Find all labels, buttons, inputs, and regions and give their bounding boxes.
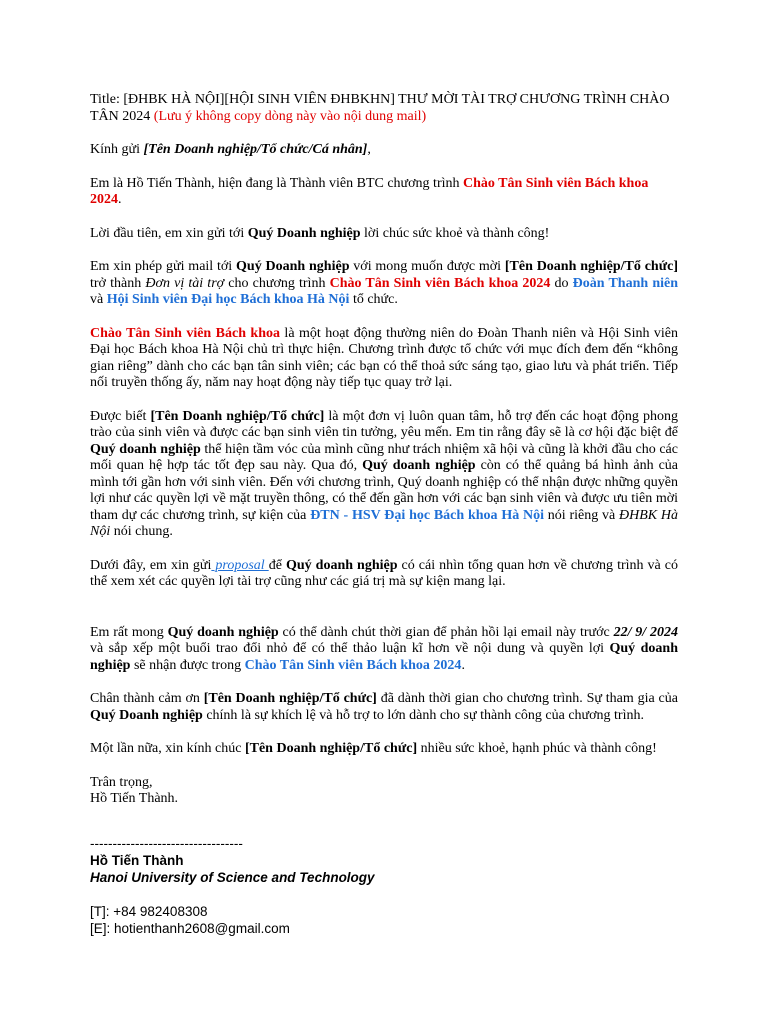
closing-name: Hồ Tiến Thành. (90, 791, 179, 806)
benefits-text: Được biết (90, 408, 151, 424)
signature-gap (90, 886, 678, 903)
thanks-recipient: [Tên Doanh nghiệp/Tổ chức] (203, 691, 377, 706)
signature-block (90, 835, 678, 937)
thanks-paragraph (90, 691, 678, 724)
deadline-text: Em rất mong (90, 624, 168, 640)
deadline-paragraph (90, 625, 678, 675)
again-text-2: nhiều sức khoẻ, hạnh phúc và thành công! (417, 741, 657, 756)
again-text: Một lần nữa, xin kính chúc (90, 741, 245, 756)
invite-program: Chào Tân Sinh viên Bách khoa 2024 (329, 275, 551, 291)
invite-text-4: cho chương trình (224, 275, 330, 291)
thanks-text: Chân thành cảm ơn (90, 691, 204, 706)
benefits-text-5: nói riêng và (544, 507, 619, 523)
org-student-association: Hội Sinh viên Đại học Bách khoa Hà Nội (106, 292, 350, 307)
program-name: Chào Tân Sinh viên Bách khoa 2024 (90, 175, 649, 207)
benefits-paragraph (90, 409, 678, 541)
proposal-text-2: để (268, 557, 286, 573)
deadline-text-3: và sắp xếp một buổi trao đổi nhỏ để có thể thảo luận kĩ hơn về nội dung và quyền lợi (90, 641, 610, 656)
title-line (90, 92, 678, 125)
benefits-text-3: thể hiện tầm vóc của mình cũng như trách nhiệm xã hội và cũng là khởi đầu cho các mối quan hệ hợp tác tốt đẹp sau này. Qua đó, (90, 441, 678, 473)
deadline-text-2: có thể dành chút thời gian để phản hồi lại email này trước (278, 624, 614, 640)
invite-text-5: do (550, 275, 573, 291)
benefits-bold: Quý doanh nghiệp (90, 441, 201, 457)
about-program: Chào Tân Sinh viên Bách khoa (90, 325, 280, 341)
wishes-paragraph (90, 226, 678, 243)
again-recipient: [Tên Doanh nghiệp/Tổ chức] (244, 741, 418, 756)
about-text: là một hoạt động thường niên do Đoàn Thanh niên và Hội Sinh viên Đại học Bách khoa Hà Nội chủ trì thực hiện. Chương trình được tổ chức với mục đích đem đến “không gian riêng” dành cho các bạn tân sinh viên; các bạn có thể thoả sức sáng tạo, giao lưu và phát triển. Tiếp nối truyền thống ấy, năm nay hoạt động này tiếp tục quay trở lại. (90, 325, 678, 390)
benefits-text-6: nói chung. (110, 524, 173, 539)
sponsor-role: Đơn vị tài trợ (145, 275, 225, 291)
greeting-prefix: Kính gửi (90, 142, 144, 157)
intro-text: Em là Hồ Tiến Thành, hiện đang là Thành viên BTC chương trình (90, 175, 463, 191)
again-paragraph (90, 741, 678, 758)
invite-text-3: trở thành (90, 275, 146, 291)
thanks-text-3: chính là sự khích lệ và hỗ trợ to lớn dành cho sự thành công của chương trình. (202, 707, 644, 723)
intro-paragraph (90, 176, 678, 209)
org-youth-union: Đoàn Thanh niên (572, 275, 678, 291)
wishes-bold: Quý Doanh nghiệp (247, 225, 361, 241)
greeting (90, 142, 678, 159)
invite-paragraph (90, 259, 678, 309)
invite-text-2: với mong muốn được mời (349, 259, 505, 274)
org-dtn-hsv: ĐTN - HSV Đại học Bách khoa Hà Nội (310, 507, 544, 523)
benefits-recipient: [Tên Doanh nghiệp/Tổ chức] (150, 408, 325, 424)
title-note: (Lưu ý không copy dòng này vào nội dung mail) (153, 108, 427, 124)
benefits-text-2: là một đơn vị luôn quan tâm, hỗ trợ đến các hoạt động phong trào của sinh viên và được các bạn sinh viên tin tưởng, yêu mến. Em tin rằng đây sẽ là cơ hội đặc biệt để (90, 408, 679, 440)
proposal-link[interactable]: proposal (211, 557, 269, 573)
benefits-bold-2: Quý doanh nghiệp (362, 458, 476, 473)
closing-line: Trân trọng, (90, 774, 153, 790)
thanks-bold: Quý Doanh nghiệp (90, 707, 203, 723)
deadline-text-4: sẽ nhận được trong (130, 657, 245, 673)
invite-text: Em xin phép gửi mail tới (90, 259, 237, 274)
invite-text-7: tổ chức. (349, 292, 398, 307)
benefits-text-4: còn có thể quảng bá hình ảnh của mình tới gần hơn với sinh viên. Đến với chương trình, Quý doanh nghiệp có thể nhận được những quyền lợi như các quyền lợi về mặt truyền thông, có thể đến gần hơn với các bạn sinh viên và được ưu tiên mời tham dự các chương trình, sự kiện của (90, 458, 679, 523)
signature-name: Hồ Tiến Thành (90, 852, 184, 868)
signature-email[interactable]: [E]: hotienthanh2608@gmail.com (90, 920, 290, 936)
blank-line (90, 608, 678, 625)
intro-end: . (118, 192, 122, 207)
deadline-end: . (461, 657, 465, 673)
about-paragraph (90, 326, 678, 392)
signature-org: Hanoi University of Science and Technology (90, 869, 375, 885)
proposal-paragraph (90, 558, 678, 591)
closing (90, 775, 678, 808)
invite-bold: Quý Doanh nghiệp (236, 259, 350, 274)
wishes-text: Lời đầu tiên, em xin gửi tới (90, 225, 248, 241)
wishes-text-end: lời chúc sức khoẻ và thành công! (360, 225, 550, 241)
proposal-bold: Quý doanh nghiệp (285, 557, 398, 573)
greeting-recipient: [Tên Doanh nghiệp/Tổ chức/Cá nhân] (143, 142, 368, 157)
benefits-university: ĐHBK Hà Nội (90, 507, 679, 539)
proposal-text-3: có cái nhìn tổng quan hơn về chương trình và có thể xem xét các quyền lợi tài trợ cũng như các giá trị mà sự kiện mang lại. (90, 557, 678, 589)
deadline-program: Chào Tân Sinh viên Bách khoa 2024 (244, 657, 462, 673)
thanks-text-2: đã dành thời gian cho chương trình. Sự tham gia của (376, 691, 678, 706)
invite-text-6: và (90, 292, 107, 307)
signature-divider: ---------------------------------- (90, 835, 243, 851)
deadline-bold-2: Quý doanh nghiệp (90, 641, 678, 673)
greeting-suffix: , (367, 142, 371, 157)
signature-phone: [T]: +84 982408308 (90, 903, 208, 919)
deadline-bold: Quý doanh nghiệp (167, 624, 279, 640)
proposal-text: Dưới đây, em xin gửi (90, 557, 212, 573)
invite-recipient: [Tên Doanh nghiệp/Tổ chức] (504, 259, 678, 274)
blank-line-2 (90, 825, 678, 835)
email-title: Title: [ĐHBK HÀ NỘI][HỘI SINH VIÊN ĐHBKHN] THƯ MỜI TÀI TRỢ CHƯƠNG TRÌNH CHÀO TÂN 2024 (90, 92, 670, 124)
deadline-date: 22/ 9/ 2024 (613, 624, 679, 640)
email-body (90, 92, 678, 937)
